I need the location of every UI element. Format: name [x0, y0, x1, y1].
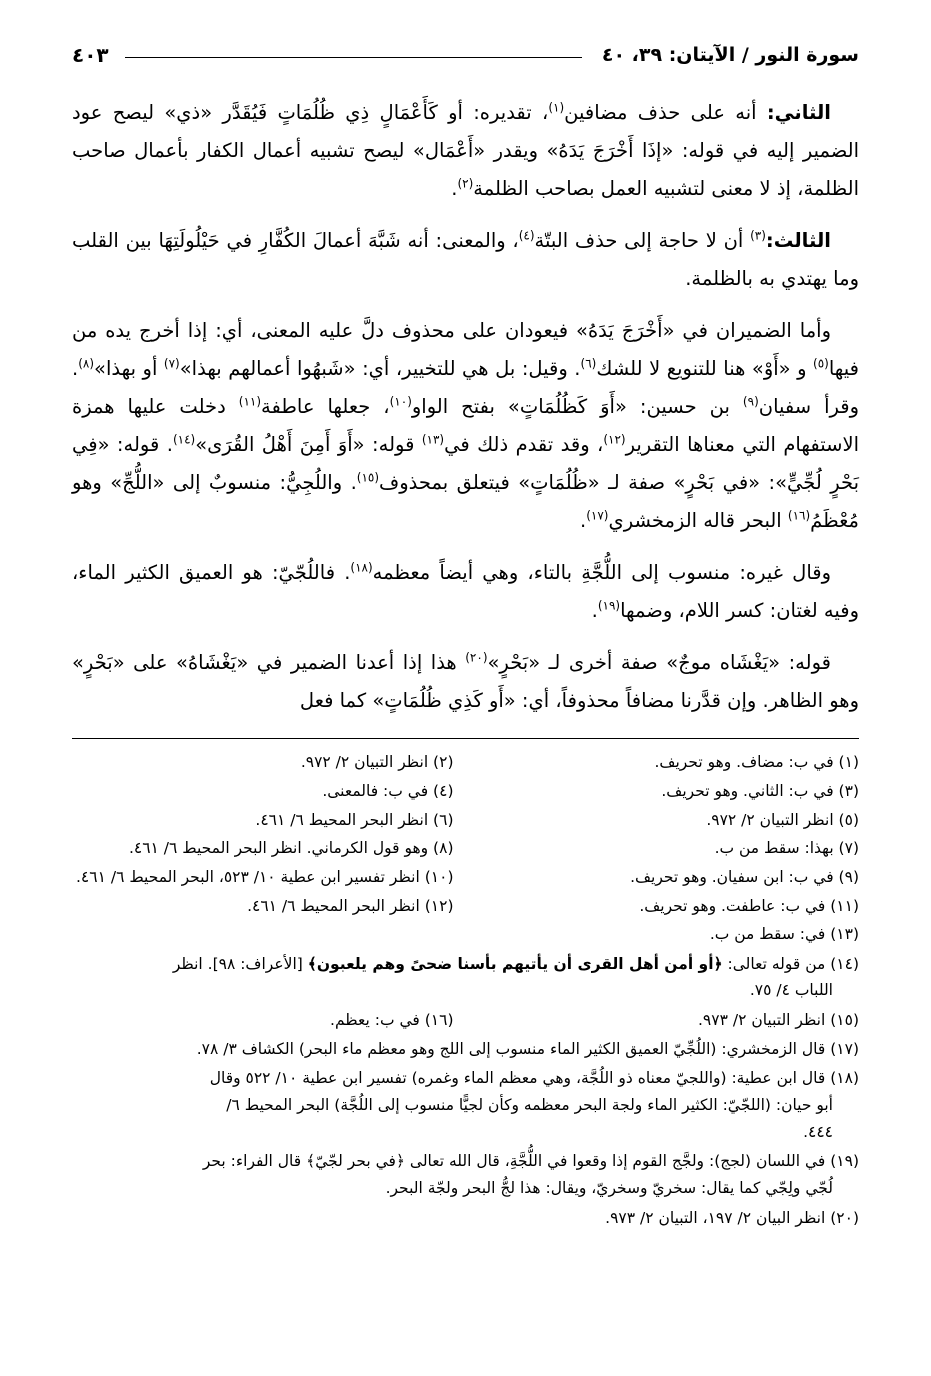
footnote-ref-6: (٦)	[580, 356, 597, 371]
paragraph-pronouns-text-12: . واللُجِيُّ: منسوبٌ إلى «اللُّجِّ» وهو مُعْظَمُ	[72, 471, 859, 533]
paragraph-pronouns-text-13: البحر قاله الزمخشري	[608, 509, 788, 533]
footnote-ref-19: (١٩)	[597, 598, 621, 613]
header-surah-title: سورة النور / الآيتان: ٣٩، ٤٠	[601, 44, 859, 66]
footnote-ref-18: (١٨)	[350, 560, 373, 575]
page-header	[72, 38, 859, 72]
footnote-18-line-2: أبو حيان: (اللجّيّ: الكثير الماء ولجة البحر معظمه وكأن لجيًّا منسوب إلى اللُجَّة) البحر المحيط ٦/	[226, 1096, 833, 1115]
footnote-ref-14: (١٤)	[172, 432, 196, 447]
footnote-separator	[72, 738, 859, 739]
footnote-ref-16: (١٦)	[787, 508, 811, 523]
footnote-item: (١٢) انظر البحر المحيط ٦/ ٤٦١.	[247, 896, 454, 915]
footnote-17-line-1: (١٧) قال الزمخشري: (اللُجِّيّ العميق الكثير الماء منسوب إلى اللج وهو معظم ماء البحر) الكشاف ٣/ ٧٨.	[196, 1039, 859, 1058]
footnote-14-after: [الأعراف: ٩٨]. انظر	[172, 954, 308, 973]
footnote-item: (٩) في ب: ابن سفيان. وهو تحريف.	[630, 867, 859, 886]
footnote-item: (١١) في ب: عاطفت. وهو تحريف.	[639, 896, 859, 915]
footnote-ref-1: (١)	[548, 100, 565, 115]
paragraph-yaghshah	[72, 644, 859, 720]
footnote-20-line-1: (٢٠) انظر البيان ٢/ ١٩٧، التبيان ٢/ ٩٧٣.	[605, 1208, 859, 1227]
paragraph-lead-third: الثالث:	[765, 229, 831, 253]
paragraph-pronouns-text-7: ، جعلها عاطفة	[261, 395, 390, 419]
footnote-item: (٤) في ب: فالمعنى.	[322, 781, 454, 800]
header-divider	[125, 57, 582, 58]
footnote-ref-15: (١٥)	[356, 470, 380, 485]
paragraph-pronouns-text-8: دخلت عليها همزة الاستفهام التي معناها التقرير	[72, 395, 859, 457]
footnote-ref-12: (١٢)	[603, 432, 626, 447]
paragraph-pronouns-text-1: وأما الضميران في «أَخْرَجَ يَدَهُ» فيعودان على محذوف دلَّ عليه المعنى، أي: إذا أخرج يده من فيها	[72, 319, 859, 381]
footnote-item: (٥) انظر التبيان ٢/ ٩٧٢.	[706, 810, 859, 829]
footnote-ref-17: (١٧)	[586, 508, 609, 523]
footnote-item-14	[72, 951, 859, 1004]
paragraph-second	[72, 94, 859, 208]
footnotes-column-right-a	[466, 749, 860, 921]
paragraph-pronouns	[72, 312, 859, 540]
paragraph-pronouns-text-10: قوله: «أَوَ أَمِنَ أَهْلُ القُرَى»	[195, 433, 422, 457]
footnote-ref-7: (٧)	[163, 356, 180, 371]
paragraph-others	[72, 554, 859, 630]
footnote-item: (١) في ب: مضاف. وهو تحريف.	[654, 753, 859, 772]
footnote-item: (١٠) انظر تفسير ابن عطية ١٠/ ٥٢٣، البحر المحيط ٦/ ٤٦١.	[75, 867, 454, 886]
paragraph-pronouns-text-14: .	[580, 509, 587, 533]
footnote-item: (١٥) انظر التبيان ٢/ ٩٧٣.	[697, 1011, 859, 1030]
footnotes-column-left-b	[72, 1007, 466, 1036]
footnotes-column-right-b	[466, 1007, 860, 1036]
paragraph-others-text-1: وقال غيره: منسوب إلى اللُّجَّةِ بالتاء، وهي أيضاً معظمه	[372, 561, 831, 585]
footnote-ref-9: (٩)	[742, 394, 759, 409]
paragraph-third-text-2: ، والمعنى: أنه شَبَّهَ أعمالَ الكُفَّارِ في حَيْلُولَتِهَا بين القلب وما يهتدي به بالظلمة.	[72, 229, 859, 291]
footnote-item: (١٦) في ب: يعظم.	[330, 1011, 454, 1030]
footnote-ref-20: (٢٠)	[465, 650, 488, 665]
paragraph-others-text-3: .	[591, 599, 598, 623]
paragraph-others-text-2: . فاللُجّيّ: هو العميق الكثير الماء، وفيه لغتان: كسر اللام، وضمها	[72, 561, 859, 623]
footnote-item-18	[72, 1065, 859, 1145]
footnote-ref-4: (٤)	[518, 228, 535, 243]
page-number: ٤٠٣	[72, 43, 109, 67]
footnotes-columns-a	[72, 749, 859, 921]
footnote-ref-8: (٨)	[78, 356, 95, 371]
footnote-item: (٨) وهو قول الكرماني. انظر البحر المحيط ٦/ ٤٦١.	[128, 839, 454, 858]
footnotes-section	[72, 749, 859, 1231]
paragraph-third	[72, 222, 859, 298]
footnote-ref-10: (١٠)	[389, 394, 412, 409]
paragraph-pronouns-text-6: بن حسين: «أَوَ كَظُلُمَاتٍ» بفتح الواو	[411, 395, 743, 419]
footnote-item: (٣) في ب: الثاني. وهو تحريف.	[661, 781, 859, 800]
footnote-item-17	[72, 1036, 859, 1063]
paragraph-yaghshah-text-2: هذا إذا أعدنا الضمير في «يَغْشَاهُ» على «بَحْرٍ» وهو الظاهر. وإن قدَّرنا مضافاً محذوفاً، أي: «أَو كَذِي ظُلُمَاتٍ» كما فعل	[72, 651, 859, 713]
paragraph-pronouns-text-9: ، وقد تقدم ذلك في	[444, 433, 604, 457]
paragraph-second-text-3: .	[451, 177, 458, 201]
footnote-14-before: (١٤) من قوله تعالى:	[722, 954, 859, 973]
footnote-ref-2: (٢)	[457, 176, 474, 191]
footnote-19-line-2: لُجّي ولِجّي كما يقال: سخريّ وسخريّ، ويقال: هذا لجُّ البحر ولجّة البحر.	[385, 1179, 833, 1198]
paragraph-pronouns-text-11: . قوله: «فِي بَحْرٍ لُجِّيٍّ»: «في بَحْرٍ» صفة لـ «ظُلُمَاتٍ» فيتعلق بمحذوف	[72, 433, 859, 495]
footnotes-columns-b	[72, 1007, 859, 1036]
footnote-item: (٧) بهذا: سقط من ب.	[714, 839, 859, 858]
footnote-item: (٦) انظر البحر المحيط ٦/ ٤٦١.	[255, 810, 454, 829]
paragraph-pronouns-text-4: أو بهذا»	[94, 357, 164, 381]
paragraph-lead-second: الثاني:	[766, 101, 831, 124]
footnote-item-20	[72, 1205, 859, 1232]
paragraph-pronouns-text-3: . وقيل: بل هي للتخيير، أي: «شَبهُوا أعمالهم بهذا»	[179, 357, 581, 381]
footnote-item: (٢) انظر التبيان ٢/ ٩٧٢.	[300, 753, 454, 772]
footnote-19-line-1: (١٩) في اللسان (لجج): ولجَّج القوم إذا وقعوا في اللُّجَّةِ، قال الله تعالى ﴿في بحر لجّيّ﴾ قال الفراء: بحر	[202, 1152, 859, 1171]
footnote-ref-5: (٥)	[813, 356, 829, 371]
footnote-item-19	[72, 1148, 859, 1201]
footnote-14-cont: اللباب ٤/ ٧٥.	[749, 981, 833, 1000]
footnote-18-line-1: (١٨) قال ابن عطية: (واللجيّ معناه ذو اللُجَّة، وهي معظم الماء وغمره) تفسير ابن عطية ١٠/ ٥٢٢ وقال	[209, 1069, 859, 1088]
footnote-item-13: (١٣) في: سقط من ب.	[709, 925, 859, 944]
paragraph-yaghshah-text-1: قوله: «يَغْشَاه موجٌ» صفة أخرى لـ «بَحْرٍ»	[487, 651, 831, 675]
paragraph-pronouns-text-2: و «أَوْ» هنا للتنويع لا للشك	[596, 357, 814, 381]
main-text	[72, 94, 859, 720]
quran-quote: ﴿أو أمن أهل القرى أن يأتيهم بأسنا ضحىً وهم يلعبون﴾	[307, 954, 723, 973]
footnote-ref-11: (١١)	[238, 394, 262, 409]
paragraph-third-text-1: أن لا حاجة إلى حذف البتّة	[534, 229, 751, 253]
footnotes-column-left-a	[72, 749, 466, 921]
paragraph-pronouns-text-5: . وقرأ سفيان	[72, 357, 860, 419]
footnote-ref-13: (١٣)	[421, 432, 445, 447]
footnote-18-line-3: ٤٤٤.	[803, 1122, 833, 1141]
paragraph-second-text-2: ، تقديره: أو كَأَعْمَالٍ ذِي ظُلُمَاتٍ فَيُقَدَّر «ذي» ليصح عود الضمير إليه في قوله: «إذَا أَخْرَجَ يَدَهُ» ويقدر «أَعْمَال» ليصح تشبيه أعمال الكفار بأعمال صاحب الظلمة، إذ لا معنى لتشبيه العمل بصاحب الظلمة	[72, 101, 859, 201]
footnote-ref-3: (٣)	[750, 228, 766, 243]
paragraph-second-text-1: أنه على حذف مضافين	[564, 101, 767, 124]
